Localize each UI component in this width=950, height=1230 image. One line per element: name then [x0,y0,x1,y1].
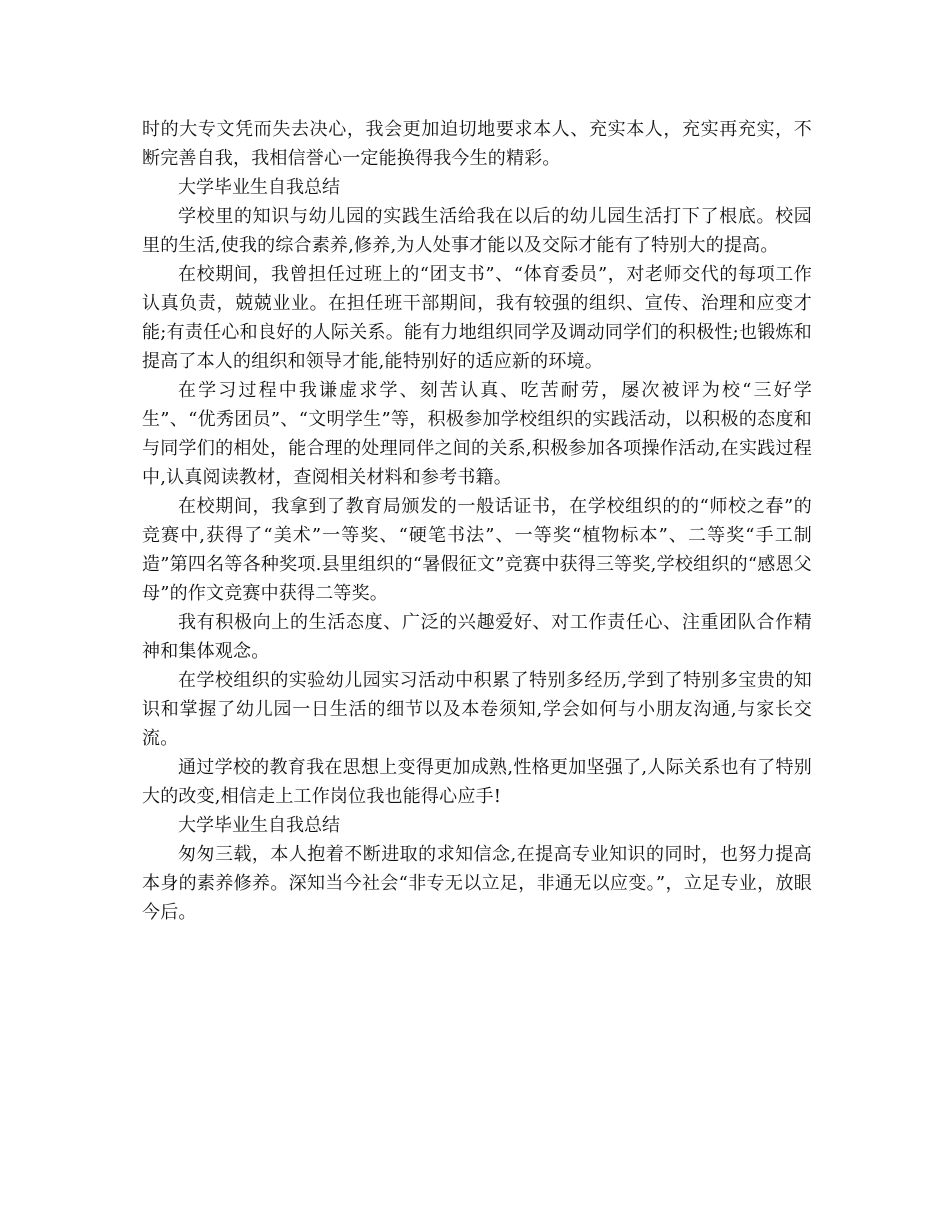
paragraph: 在学校组织的实验幼儿园实习活动中积累了特别多经历,学到了特别多宝贵的知识和掌握了幼儿园一日生活的细节以及本卷须知,学会如何与小朋友沟通,与家长交流。 [142,670,812,749]
paragraph: 在校期间，我曾担任过班上的“团支书”、“体育委员”，对老师交代的每项工作认真负责，兢兢业业。在担任班干部期间，我有较强的组织、宣传、治理和应变才能;有责任心和良好的人际关系。能有力地组织同学及调动同学们的积极性;也锻炼和提高了本人的组织和领导才能,能特别好的适应新的环境。 [142,264,812,372]
paragraph: 在学习过程中我谦虚求学、刻苦认真、吃苦耐劳，屡次被评为校“三好学生”、“优秀团员”、“文明学生”等，积极参加学校组织的实践活动，以积极的态度和与同学们的相处，能合理的处理同伴之间的关系,积极参加各项操作活动,在实践过程中,认真阅读教材，查阅相关材料和参考书籍。 [142,380,812,488]
paragraph: 在校期间，我拿到了教育局颁发的一般话证书，在学校组织的的“师校之春”的竞赛中,获得了“美术”一等奖、“硬笔书法”、一等奖“植物标本”、二等奖“手工制造”第四名等各种奖项.县里组织的“暑假征文”竞赛中获得三等奖,学校组织的“感恩父母”的作文竞赛中获得二等奖。 [142,496,812,604]
section-heading: 大学毕业生自我总结 [178,815,340,836]
paragraph: 学校里的知识与幼儿园的实践生活给我在以后的幼儿园生活打下了根底。校园里的生活,使我的综合素养,修养,为人处事才能以及交际才能有了特别大的提高。 [142,206,812,256]
section-heading: 大学毕业生自我总结 [178,177,340,198]
paragraph-continuation: 时的大专文凭而失去决心，我会更加迫切地要求本人、充实本人，充实再充实，不断完善自我，我相信誉心一定能换得我今生的精彩。 [142,119,812,169]
paragraph: 匆匆三载，本人抱着不断进取的求知信念,在提高专业知识的同时，也努力提高本身的素养修养。深知当今社会“非专无以立足，非通无以应变。”，立足专业，放眼今后。 [142,844,812,923]
document-body [142,115,812,927]
paragraph: 我有积极向上的生活态度、广泛的兴趣爱好、对工作责任心、注重团队合作精神和集体观念。 [142,612,812,662]
paragraph: 通过学校的教育我在思想上变得更加成熟,性格更加坚强了,人际关系也有了特别大的改变,相信走上工作岗位我也能得心应手! [142,757,812,807]
